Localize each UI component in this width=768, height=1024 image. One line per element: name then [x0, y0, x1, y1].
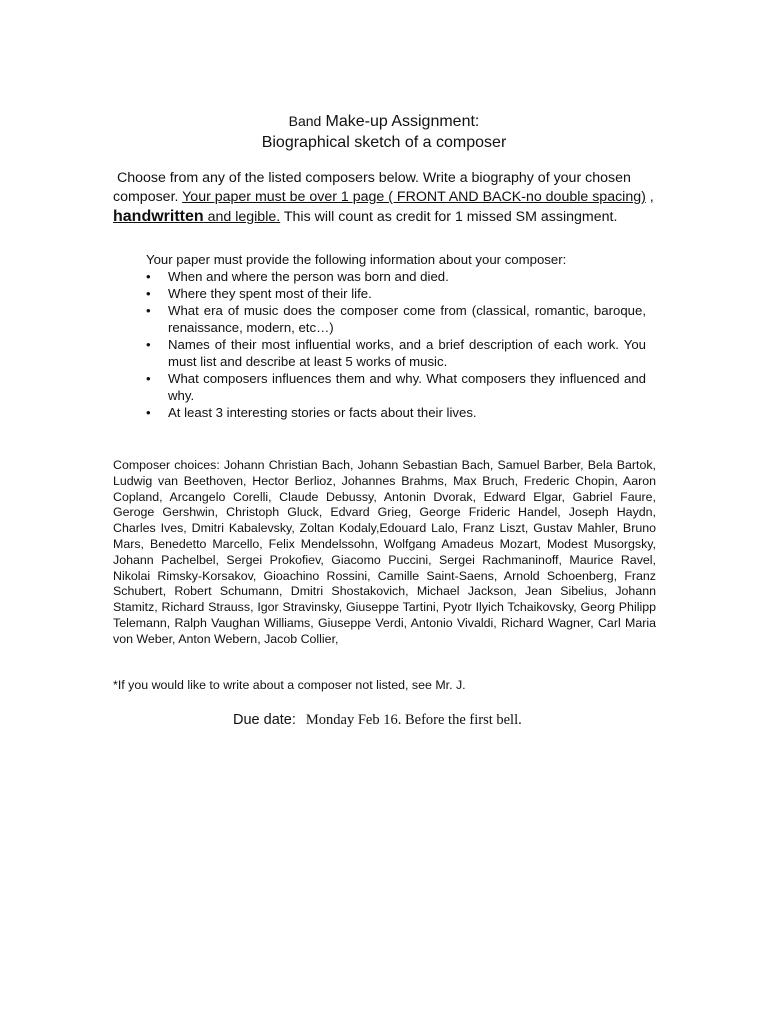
intro-separator: ,: [645, 189, 654, 205]
intro-handwritten: handwritten: [113, 208, 204, 225]
intro-text-1: Choose from any of the listed composers below. Write a biography of your chosen composer.: [113, 170, 631, 205]
intro-paragraph: [113, 169, 658, 227]
intro-underlined-requirement: Your paper must be over 1 page ( FRONT AND BACK-no double spacing): [182, 189, 646, 205]
requirement-item: • When and where the person was born and died.: [168, 268, 646, 285]
due-date-value: Monday Feb 16. Before the first bell.: [305, 712, 522, 728]
requirement-item: • Names of their most influential works, and a brief description of each work. You must list and describe at least 5 works of music.: [168, 336, 646, 370]
requirements-lead: Your paper must provide the following information about your composer:: [146, 252, 567, 267]
requirement-item: • What era of music does the composer come from (classical, romantic, baroque, renaissance, modern, etc…): [168, 302, 646, 336]
assignment-subtitle: Biographical sketch of a composer: [261, 134, 507, 151]
assignment-title: [0, 111, 768, 132]
requirements-section: [146, 251, 646, 421]
intro-and-legible: and legible.: [203, 209, 281, 225]
intro-text-2: This will count as credit for 1 missed SM assingment.: [280, 209, 618, 225]
requirement-item: • Where they spent most of their life.: [168, 285, 646, 302]
composer-choices: Composer choices: Johann Christian Bach, Johann Sebastian Bach, Samuel Barber, Bela Bartok, Ludwig van Beethoven, Hector Berlioz, Johannes Brahms, Max Bruch, Frederic Chopin, Aaron Copland, Arcangelo Corelli, Claude Debussy, Antonin Dvorak, Edward Elgar, Gabriel Faure, Geroge Gershwin, Christoph Gluck, Edvard Grieg, George Frideric Handel, Joseph Haydn, Charles Ives, Dmitri Kabalevsky, Zoltan Kodaly,Edouard Lalo, Franz Liszt, Gustav Mahler, Bruno Mars, Benedetto Marcello, Felix Mendelssohn, Wolfgang Amadeus Mozart, Modest Musorgsky, Johann Pachelbel, Sergei Prokofiev, Giacomo Puccini, Sergei Rachmaninoff, Maurice Ravel, Nikolai Rimsky-Korsakov, Gioachino Rossini, Camille Saint-Saens, Arnold Schoenberg, Franz Schubert, Robert Schumann, Dmitri Shostakovich, Michael Jackson, Jean Sibelius, Johann Stamitz, Richard Strauss, Igor Stravinsky, Giuseppe Tartini, Pyotr Ilyich Tchaikovsky, Georg Philipp Telemann, Ralph Vaughan Williams, Giuseppe Verdi, Antonio Vivaldi, Richard Wagner, Carl Maria von Weber, Anton Webern, Jacob Collier,: [113, 458, 656, 646]
requirements-list: [146, 268, 646, 421]
due-date: [233, 710, 522, 730]
title-assignment: Make-up Assignment:: [325, 113, 480, 130]
title-band-word: Band: [288, 113, 322, 129]
other-composer-note: *If you would like to write about a composer not listed, see Mr. J.: [113, 678, 466, 692]
due-date-label: Due date:: [233, 712, 296, 728]
requirement-item: • What composers influences them and why. What composers they influenced and why.: [168, 370, 646, 404]
requirement-item: • At least 3 interesting stories or facts about their lives.: [168, 404, 646, 421]
